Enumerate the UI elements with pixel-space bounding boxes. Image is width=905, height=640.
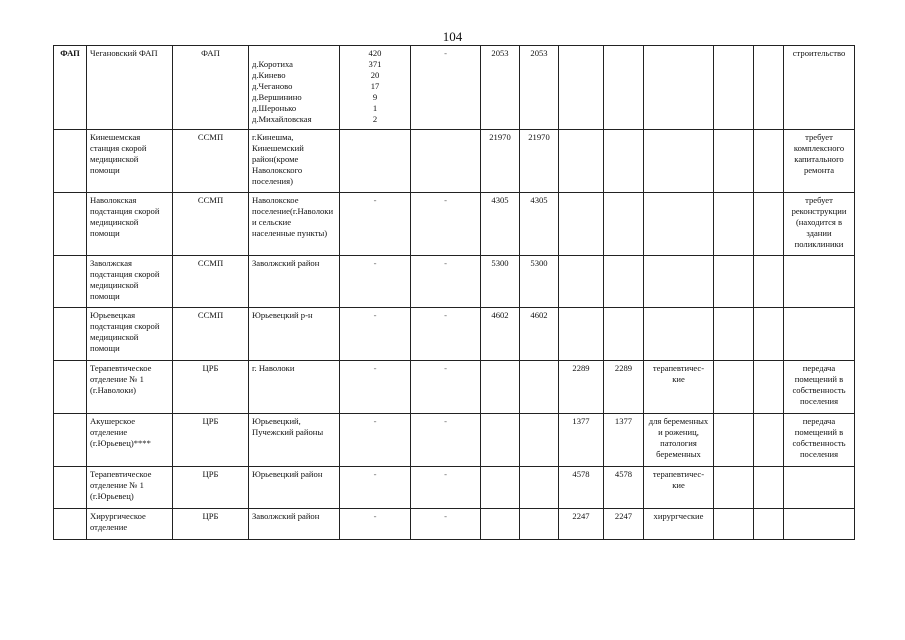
col12-cell	[714, 414, 754, 467]
col10-cell: 2247	[604, 509, 644, 540]
table-row	[54, 361, 855, 414]
area-line: д.Михайловская	[252, 114, 312, 124]
area-line: д.Шеронько	[252, 103, 297, 113]
facility-name-cell: Чегановский ФАП	[87, 46, 173, 130]
col11-cell	[644, 308, 714, 361]
col13-cell	[754, 256, 784, 308]
col6-cell: -	[411, 46, 481, 130]
population-cell: -	[340, 308, 411, 361]
col10-cell	[604, 46, 644, 130]
col13-cell	[754, 46, 784, 130]
col10-cell: 4578	[604, 467, 644, 509]
col10-cell	[604, 256, 644, 308]
col6-cell: -	[411, 193, 481, 256]
col13-cell	[754, 308, 784, 361]
col9-cell: 4578	[559, 467, 604, 509]
col9-cell	[559, 46, 604, 130]
col10-cell	[604, 130, 644, 193]
category-cell	[54, 308, 87, 361]
table-row	[54, 509, 855, 540]
col11-cell: хирургческие	[644, 509, 714, 540]
population-line: 9	[372, 92, 378, 102]
col7-cell: 21970	[481, 130, 520, 193]
service-area-cell: Юрьевецкий, Пучежский районы	[249, 414, 340, 467]
col12-cell	[714, 509, 754, 540]
col13-cell	[754, 193, 784, 256]
facility-type-cell: ФАП	[173, 46, 249, 130]
col8-cell	[520, 467, 559, 509]
col12-cell	[714, 130, 754, 193]
note-cell: передача помещений в собственность поселения	[784, 361, 855, 414]
col6-cell: -	[411, 308, 481, 361]
col11-cell: для беременных и рожениц, патология беременных	[644, 414, 714, 467]
col8-cell: 4602	[520, 308, 559, 361]
facility-name-cell: Наволокская подстанция скорой медицинской помощи	[87, 193, 173, 256]
facility-type-cell: ЦРБ	[173, 414, 249, 467]
population-cell: -	[340, 467, 411, 509]
category-cell	[54, 467, 87, 509]
col10-cell: 2289	[604, 361, 644, 414]
col9-cell: 1377	[559, 414, 604, 467]
service-area-cell: Наволокское поселение(г.Наволоки и сельские населенные пункты)	[249, 193, 340, 256]
col7-cell	[481, 509, 520, 540]
col9-cell	[559, 130, 604, 193]
col9-cell: 2247	[559, 509, 604, 540]
area-line: д.Коротиха	[252, 59, 293, 69]
col7-cell: 4602	[481, 308, 520, 361]
col7-cell: 4305	[481, 193, 520, 256]
service-area-cell: Юрьевецкий район	[249, 467, 340, 509]
col11-cell: терапевтичес-кие	[644, 361, 714, 414]
service-area-cell: Заволжский район	[249, 256, 340, 308]
service-area-cell: г.Кинешма, Кинешемский район(кроме Наволокского поселения)	[249, 130, 340, 193]
col8-cell: 2053	[520, 46, 559, 130]
facility-name-cell: Кинешемская станция скорой медицинской помощи	[87, 130, 173, 193]
facility-name-cell: Заволжская подстанция скорой медицинской помощи	[87, 256, 173, 308]
col8-cell	[520, 414, 559, 467]
note-cell: строительство	[784, 46, 855, 130]
col9-cell	[559, 256, 604, 308]
col11-cell	[644, 46, 714, 130]
col6-cell: -	[411, 467, 481, 509]
service-area-cell: Юрьевецкий р-н	[249, 308, 340, 361]
population-cell	[340, 46, 411, 130]
note-cell	[784, 467, 855, 509]
population-line: 20	[370, 70, 380, 80]
population-line: 17	[370, 81, 380, 91]
area-line	[252, 48, 336, 59]
category-cell	[54, 414, 87, 467]
facility-type-cell: ССМП	[173, 130, 249, 193]
facility-name-cell: Хирургическое отделение	[87, 509, 173, 540]
facility-type-cell: ЦРБ	[173, 509, 249, 540]
col10-cell	[604, 193, 644, 256]
col9-cell	[559, 193, 604, 256]
col10-cell: 1377	[604, 414, 644, 467]
col6-cell: -	[411, 361, 481, 414]
col7-cell	[481, 414, 520, 467]
facility-type-cell: ЦРБ	[173, 361, 249, 414]
table-row	[54, 467, 855, 509]
col13-cell	[754, 130, 784, 193]
col8-cell	[520, 361, 559, 414]
col12-cell	[714, 256, 754, 308]
col7-cell: 2053	[481, 46, 520, 130]
population-cell	[340, 130, 411, 193]
population-cell: -	[340, 509, 411, 540]
table-row	[54, 308, 855, 361]
category-cell	[54, 361, 87, 414]
col12-cell	[714, 193, 754, 256]
col7-cell	[481, 361, 520, 414]
col13-cell	[754, 467, 784, 509]
note-cell	[784, 509, 855, 540]
table-row	[54, 256, 855, 308]
col6-cell: -	[411, 414, 481, 467]
facility-name-cell: Акушерское отделение (г.Юрьевец)****	[87, 414, 173, 467]
col7-cell	[481, 467, 520, 509]
facility-name-cell: Терапевтическое отделение № 1 (г.Юрьевец)	[87, 467, 173, 509]
col10-cell	[604, 308, 644, 361]
col9-cell	[559, 308, 604, 361]
facility-name-cell: Терапевтическое отделение № 1 (г.Наволоки)	[87, 361, 173, 414]
note-cell: передача помещений в собственность поселения	[784, 414, 855, 467]
col12-cell	[714, 467, 754, 509]
col12-cell	[714, 308, 754, 361]
note-cell	[784, 256, 855, 308]
note-cell: требует комплексного капитального ремонта	[784, 130, 855, 193]
category-cell	[54, 130, 87, 193]
col6-cell: -	[411, 509, 481, 540]
col8-cell	[520, 509, 559, 540]
col6-cell	[411, 130, 481, 193]
col11-cell: терапевтичес-кие	[644, 467, 714, 509]
population-cell: -	[340, 414, 411, 467]
col9-cell: 2289	[559, 361, 604, 414]
col6-cell: -	[411, 256, 481, 308]
col12-cell	[714, 46, 754, 130]
area-line: д.Кинево	[252, 70, 286, 80]
col8-cell: 21970	[520, 130, 559, 193]
population-cell: -	[340, 361, 411, 414]
facility-type-cell: ЦРБ	[173, 467, 249, 509]
col12-cell	[714, 361, 754, 414]
category-cell	[54, 193, 87, 256]
category-cell	[54, 509, 87, 540]
facility-type-cell: ССМП	[173, 308, 249, 361]
col11-cell	[644, 256, 714, 308]
col11-cell	[644, 130, 714, 193]
col8-cell: 5300	[520, 256, 559, 308]
population-cell: -	[340, 193, 411, 256]
area-line: д.Чеганово	[252, 81, 293, 91]
col11-cell	[644, 193, 714, 256]
category-cell: ФАП	[54, 46, 87, 130]
population-line: 2	[372, 114, 378, 124]
note-cell	[784, 308, 855, 361]
facility-type-cell: ССМП	[173, 193, 249, 256]
service-area-cell: Заволжский район	[249, 509, 340, 540]
service-area-cell	[249, 46, 340, 130]
note-cell: требует реконструкции (находится в здании поликлиники	[784, 193, 855, 256]
col8-cell: 4305	[520, 193, 559, 256]
area-line: д.Вершинино	[252, 92, 302, 102]
category-cell	[54, 256, 87, 308]
population-cell: -	[340, 256, 411, 308]
col7-cell: 5300	[481, 256, 520, 308]
service-area-cell: г. Наволоки	[249, 361, 340, 414]
population-line: 420	[368, 48, 382, 58]
col13-cell	[754, 509, 784, 540]
col13-cell	[754, 361, 784, 414]
facility-type-cell: ССМП	[173, 256, 249, 308]
table-row	[54, 193, 855, 256]
table-row	[54, 414, 855, 467]
population-line: 1	[372, 103, 378, 113]
population-line: 371	[368, 59, 382, 69]
table-row	[54, 46, 855, 130]
page-number: 104	[442, 29, 463, 44]
col13-cell	[754, 414, 784, 467]
facility-name-cell: Юрьевецкая подстанция скорой медицинской помощи	[87, 308, 173, 361]
table-row	[54, 130, 855, 193]
medical-facilities-table	[53, 45, 855, 540]
